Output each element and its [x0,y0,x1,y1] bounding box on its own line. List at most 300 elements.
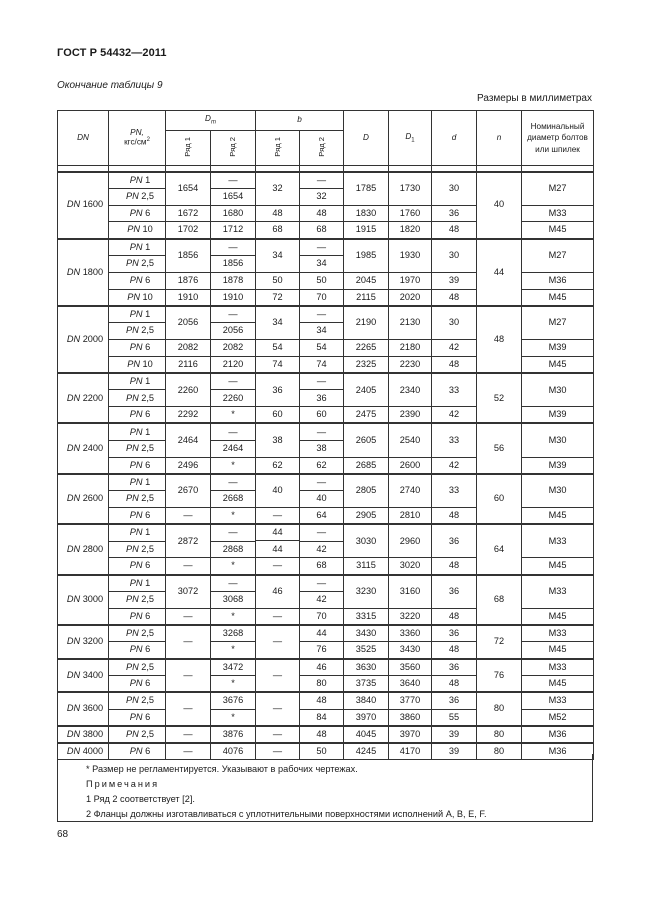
d-cell: 4045 [344,726,389,743]
d-cell: 3315 [344,608,389,625]
d-cell: 3735 [344,675,389,692]
d-cell: 33 [432,474,477,508]
d1-cell: 2740 [389,474,432,508]
d-cell: 3230 [344,575,389,609]
dm-row2-cell: * [211,558,256,575]
b-row2-cell: 70 [300,608,344,625]
pn-prefix: PN [129,174,143,185]
b-row1-cell: 34 [256,239,300,273]
dm-row2-cell: 4076 [211,743,256,760]
bolt-cell: M45 [522,356,594,373]
table-row [58,692,594,709]
dm-row2-cell: 1910 [211,289,256,306]
dm-row2-cell: 3068 [211,591,256,608]
d-cell: 4245 [344,743,389,760]
pn-prefix: PN [129,509,143,520]
pn-cell [109,659,166,676]
pn-value: 2,5 [141,728,155,739]
dm-row1-cell: 1654 [166,172,211,206]
table-caption: Окончание таблицы 9 [57,80,163,91]
b-row1-cell: 34 [256,306,300,340]
dm-row2-cell: 1654 [211,188,256,205]
d-cell: 2605 [344,423,389,457]
n-cell: 60 [477,474,522,524]
n-cell: 52 [477,373,522,423]
bolt-cell: M33 [522,524,594,558]
n-cell: 40 [477,172,522,239]
pn-cell [109,474,166,491]
d-cell: 39 [432,743,477,760]
table-row [58,726,594,743]
d-cell: 2405 [344,373,389,407]
dn-prefix: DN [66,594,81,605]
d-cell: 3630 [344,659,389,676]
bolt-cell: M52 [522,709,594,726]
b-row2-cell: 42 [300,591,344,608]
pn-prefix: PN [129,308,143,319]
b-row2-cell: 42 [300,541,344,558]
dm-row1-cell: 1702 [166,222,211,239]
dn-cell [58,373,109,423]
dm-row2-cell: 2868 [211,541,256,558]
dm-row2-cell: — [211,423,256,440]
dn-cell [58,575,109,625]
n-cell: 64 [477,524,522,574]
b-row2-cell: 46 [300,659,344,676]
d-cell: 48 [432,675,477,692]
bolt-cell: M33 [522,575,594,609]
n-cell: 48 [477,306,522,373]
dm-row1-cell: 2082 [166,339,211,356]
b-row1-cell: 74 [256,356,300,373]
dm-row2-cell: — [211,524,256,541]
dm-row1-cell: 1672 [166,205,211,222]
bolt-cell: M27 [522,239,594,273]
d1-cell: 3770 [389,692,432,709]
pn-prefix: PN [129,342,143,353]
dn-prefix: DN [66,443,81,454]
d-cell: 3970 [344,709,389,726]
dm-row2-cell: * [211,507,256,524]
b-row2-cell: 74 [300,356,344,373]
n-cell: 68 [477,575,522,625]
pn-value: 6 [145,711,151,722]
pn-value: 6 [145,409,151,420]
d-cell: 33 [432,423,477,457]
d-cell: 2325 [344,356,389,373]
bolt-cell: M33 [522,205,594,222]
d-cell: 2265 [344,339,389,356]
bolt-cell: M45 [522,507,594,524]
b-row1-cell: — [256,608,300,625]
d-cell: 36 [432,205,477,222]
bolt-cell: M33 [522,659,594,676]
dm-row1-cell: 2464 [166,423,211,457]
dn-value: 1600 [82,199,104,210]
pn-value: 2,5 [141,661,155,672]
header-dn [58,111,109,166]
pn-cell [109,306,166,323]
dn-prefix: DN [66,392,81,403]
dm-row2-cell: 1878 [211,272,256,289]
pn-value: 2,5 [141,191,155,202]
b-row2-cell: 36 [300,390,344,407]
d-cell: 36 [432,625,477,642]
units-note: Размеры в миллиметрах [477,93,592,104]
d1-cell: 3430 [389,642,432,659]
dn-cell [58,625,109,659]
d1-cell: 2540 [389,423,432,457]
dm-row1-cell: — [166,558,211,575]
pn-value: 1 [145,527,151,538]
pn-prefix: PN [129,207,143,218]
pn-cell [109,440,166,457]
header-d-small-label: d [451,132,457,142]
d-cell: 2905 [344,507,389,524]
d1-cell: 2180 [389,339,432,356]
b-row2-cell: 32 [300,188,344,205]
bolt-cell: M30 [522,474,594,508]
pn-prefix: PN [127,224,140,235]
pn-prefix: PN [129,376,143,387]
bolt-cell: M39 [522,407,594,424]
b-row1-cell: 60 [256,407,300,424]
d-cell: 2805 [344,474,389,508]
b-row1-cell-bottom: 44 [272,543,283,554]
bolt-cell: M39 [522,339,594,356]
header-pn [109,111,166,166]
b-row1-cell: 72 [256,289,300,306]
d1-cell: 3020 [389,558,432,575]
dn-prefix: DN [66,199,81,210]
pn-cell [109,675,166,692]
dm-row2-cell: 3876 [211,726,256,743]
pn-prefix: PN [129,459,143,470]
pn-prefix: PN [125,493,139,504]
b-row1-cell: 48 [256,205,300,222]
n-cell: 72 [477,625,522,659]
table-row [58,172,594,189]
pn-prefix: PN [129,409,143,420]
pn-value: 10 [142,358,153,369]
notes-box [57,754,593,822]
dm-row1-cell: 2292 [166,407,211,424]
dn-value: 3600 [82,703,104,714]
pn-prefix: PN [125,258,139,269]
header-nominal [522,111,594,166]
d-cell: 48 [432,642,477,659]
dm-row2-cell: — [211,306,256,323]
dm-row2-cell: * [211,608,256,625]
pn-value: 6 [145,610,151,621]
n-cell: 56 [477,423,522,473]
b-row2-cell: 48 [300,726,344,743]
b-row2-cell: 38 [300,440,344,457]
d-cell: 2045 [344,272,389,289]
b-row2-cell: — [300,524,344,541]
dm-row1-cell: 2116 [166,356,211,373]
pn-prefix: PN [129,275,143,286]
header-d1-sub: 1 [411,137,415,144]
pn-prefix: PN [129,677,143,688]
d1-cell: 1760 [389,205,432,222]
b-row2-cell: — [300,306,344,323]
dn-cell [58,474,109,524]
b-row2-cell: 80 [300,675,344,692]
dn-cell [58,423,109,473]
header-dm-row1-label: Ряд 1 [183,137,193,157]
pn-cell [109,239,166,256]
pn-value: 2,5 [141,443,155,454]
b-row1-cell-top: 44 [256,525,299,541]
header-n-label: n [496,132,502,142]
d-cell: 1785 [344,172,389,206]
pn-cell [109,188,166,205]
dm-row2-cell: 1680 [211,205,256,222]
pn-prefix: PN [125,728,139,739]
dm-row1-cell: — [166,726,211,743]
header-b-row1 [256,131,300,166]
dn-prefix: DN [66,493,81,504]
d-cell: 36 [432,692,477,709]
d1-cell: 2230 [389,356,432,373]
header-b [256,111,344,131]
pn-cell [109,591,166,608]
b-row1-cell: 68 [256,222,300,239]
d-cell: 42 [432,457,477,474]
bolt-cell: M45 [522,289,594,306]
b-row2-cell: 76 [300,642,344,659]
d1-cell: 1930 [389,239,432,273]
dn-value: 2200 [82,392,104,403]
dm-row1-cell: — [166,608,211,625]
dn-prefix: DN [66,266,81,277]
dm-row2-cell: * [211,457,256,474]
b-row1-cell: 38 [256,423,300,457]
d-cell: 42 [432,407,477,424]
table-row [58,575,594,592]
pn-cell [109,356,166,373]
b-row2-cell: 48 [300,205,344,222]
pn-cell [109,642,166,659]
d1-cell: 4170 [389,743,432,760]
table-row [58,659,594,676]
header-dm [166,111,256,131]
dn-prefix: DN [66,669,81,680]
d1-cell: 3160 [389,575,432,609]
dm-row1-cell: 2056 [166,306,211,340]
dm-row2-cell: 2668 [211,491,256,508]
pn-value: 6 [145,644,151,655]
d1-cell: 3360 [389,625,432,642]
dn-prefix: DN [66,745,81,756]
pn-cell [109,491,166,508]
pn-cell [109,407,166,424]
d1-cell: 2130 [389,306,432,340]
d-cell: 2190 [344,306,389,340]
b-row1-cell: 40 [256,474,300,508]
pn-value: 2,5 [141,493,155,504]
bolt-cell: M27 [522,172,594,206]
pn-cell [109,457,166,474]
pn-cell [109,608,166,625]
dn-value: 3400 [82,669,104,680]
b-row1-cell: — [256,625,300,659]
b-row2-cell: 34 [300,255,344,272]
pn-prefix: PN [129,577,143,588]
pn-prefix: PN [125,594,139,605]
d1-cell: 1970 [389,272,432,289]
d-cell: 2685 [344,457,389,474]
page-number: 68 [57,829,69,840]
dm-row1-cell: — [166,659,211,693]
d-cell: 33 [432,373,477,407]
b-row1-cell: 32 [256,172,300,206]
n-cell: 44 [477,239,522,306]
dm-row2-cell: 3472 [211,659,256,676]
dm-row2-cell: — [211,575,256,592]
d-cell: 3840 [344,692,389,709]
pn-cell [109,692,166,709]
dn-value: 3000 [82,594,104,605]
pn-prefix: PN [125,661,139,672]
pn-value: 6 [145,560,151,571]
footnote: * Размер не регламентируется. Указывают в рабочих чертежах. [86,764,358,774]
dm-row2-cell: * [211,675,256,692]
bolt-cell: M36 [522,272,594,289]
dn-value: 4000 [82,745,104,756]
d1-cell: 3970 [389,726,432,743]
dn-prefix: DN [66,728,81,739]
pn-value: 2,5 [141,695,155,706]
dm-row1-cell: — [166,507,211,524]
pn-value: 10 [142,291,153,302]
table-row [58,306,594,323]
b-row2-cell: 64 [300,507,344,524]
b-row1-cell: — [256,659,300,693]
b-row2-cell: 68 [300,222,344,239]
d-cell: 55 [432,709,477,726]
b-row1-cell: — [256,558,300,575]
header-dm-row2 [211,131,256,166]
pn-prefix: PN [127,291,140,302]
header-pn-label: PN, [130,127,144,137]
d-cell: 3030 [344,524,389,558]
pn-prefix: PN [129,476,143,487]
pn-value: 6 [145,677,151,688]
header-dn-label: DN [77,132,89,142]
d-cell: 36 [432,575,477,609]
dm-row1-cell: — [166,625,211,659]
pn-value: 1 [145,376,151,387]
doc-title: ГОСТ Р 54432—2011 [57,47,167,59]
d-cell: 1985 [344,239,389,273]
pn-cell [109,205,166,222]
dm-row2-cell: * [211,709,256,726]
pn-value: 1 [145,426,151,437]
d-cell: 39 [432,726,477,743]
dn-prefix: DN [66,703,81,714]
dm-row1-cell: 2670 [166,474,211,508]
d-cell: 48 [432,558,477,575]
b-row1-cell [256,524,300,558]
pn-cell [109,172,166,189]
table-body [58,172,594,760]
pn-prefix: PN [129,711,143,722]
dm-row2-cell: 2082 [211,339,256,356]
pn-cell [109,222,166,239]
b-row1-cell: 46 [256,575,300,609]
pn-value: 6 [145,459,151,470]
dm-row2-cell: 2464 [211,440,256,457]
pn-value: 1 [145,241,151,252]
header-b-label: b [297,115,302,125]
table-row [58,239,594,256]
pn-cell [109,255,166,272]
pn-value: 2,5 [141,543,155,554]
pn-cell [109,625,166,642]
b-row2-cell: 68 [300,558,344,575]
dm-row2-cell: — [211,373,256,390]
b-row2-cell: 34 [300,323,344,340]
dn-cell [58,239,109,306]
header-b-row2 [300,131,344,166]
d1-cell: 3640 [389,675,432,692]
pn-cell [109,541,166,558]
d-cell: 39 [432,272,477,289]
pn-prefix: PN [129,560,143,571]
dn-prefix: DN [66,636,81,647]
pn-value: 1 [145,308,151,319]
pn-cell [109,726,166,743]
pn-value: 10 [142,224,153,235]
bolt-cell: M36 [522,743,594,760]
pn-cell [109,507,166,524]
table-row [58,625,594,642]
pn-value: 6 [145,342,151,353]
pn-prefix: PN [129,644,143,655]
header-d-small [432,111,477,166]
dm-row2-cell: 1712 [211,222,256,239]
pn-prefix: PN [129,610,143,621]
dm-row1-cell: 1876 [166,272,211,289]
dm-row1-cell: — [166,743,211,760]
pn-cell [109,390,166,407]
pn-value: 1 [145,476,151,487]
bolt-cell: M30 [522,423,594,457]
d-cell: 30 [432,239,477,273]
dn-cell [58,306,109,373]
bolt-cell: M45 [522,675,594,692]
b-row2-cell: 62 [300,457,344,474]
b-row1-cell: — [256,726,300,743]
n-cell: 80 [477,743,522,760]
d1-cell: 3560 [389,659,432,676]
dm-row2-cell: 2260 [211,390,256,407]
b-row1-cell: 62 [256,457,300,474]
d-cell: 48 [432,356,477,373]
dm-row1-cell: 2872 [166,524,211,558]
header-d1 [389,111,432,166]
d-cell: 30 [432,172,477,206]
dn-cell [58,692,109,726]
pn-value: 2,5 [141,325,155,336]
b-row2-cell: 70 [300,289,344,306]
bolt-cell: M45 [522,222,594,239]
pn-value: 2,5 [141,392,155,403]
b-row1-cell: 36 [256,373,300,407]
pn-value: 6 [145,745,151,756]
